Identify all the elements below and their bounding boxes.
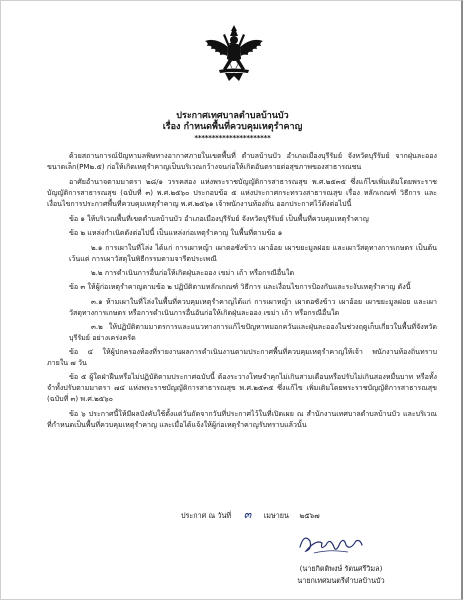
clause-2: ข้อ ๒ แหล่งกำเนิดดังต่อไปนี้ เป็นแหล่งก่อเหตุรำคาญ ในพื้นที่ตามข้อ ๑ bbox=[69, 228, 283, 238]
title-separator: ********************** bbox=[194, 134, 271, 142]
date-day: ๓ bbox=[243, 508, 252, 521]
clause-3-2: ๓.๒ ให้ปฏิบัติตามมาตรการและแนวทางการแก้ไขปัญหาหมอกควันและฝุ่นละอองในช่วงฤดูเก็บเกี่ยวในพื้นที่จังหวัดบุรีรัมย์ อย่างเคร่งครัด bbox=[69, 321, 437, 342]
clause-2-1: ๒.๑ การเผาในที่โล่ง ได้แก่ การเผาหญ้า เผาตอซังข้าว เผาอ้อย เผาขยะมูลฝอย และเผาวัสดุทางการเกษตร เป็นต้น เว้นแต่ การเผาวัสดุในพิธีกรรมตามจารีตประเพณี bbox=[69, 243, 437, 264]
date-month: เมษายน bbox=[263, 511, 289, 520]
garuda-emblem-icon bbox=[201, 23, 267, 89]
document-title: ประกาศเทศบาลตำบลบ้านบัว bbox=[176, 111, 289, 121]
clause-2-2: ๒.๒ การดำเนินการอื่นก่อให้เกิดฝุ่นละออง เขม่า เถ้า หรือกรณีอื่นใด bbox=[91, 268, 295, 278]
document-subject: เรื่อง กำหนดพื้นที่ควบคุมเหตุรำคาญ bbox=[162, 122, 303, 132]
announcement-date bbox=[181, 505, 451, 523]
paragraph-authority: อาศัยอำนาจตามมาตรา ๒๘/๑ วรรคสอง แห่งพระราชบัญญัติการสาธารณสุข พ.ศ.๒๕๓๕ ซึ่งแก้ไขเพิ่มเติมโดยพระราชบัญญัติการสาธารณสุข (ฉบับที่ ๓) พ.ศ.๒๕๖๐ ประกอบข้อ ๕ แห่งประกาศกระทรวงสาธารณสุข เรื่อง หลักเกณฑ์ วิธีการ และเงื่อนไขการประกาศพื้นที่ควบคุมเหตุรำคาญ พ.ศ.๒๕๖๑ เจ้าพนักงานท้องถิ่น ออกประกาศไว้ดังต่อไปนี้ bbox=[47, 176, 437, 208]
signer-name: (นายกิตติพงษ์ รัตนศรีวิมล) bbox=[299, 564, 383, 573]
clause-5: ข้อ ๕ ผู้ใดฝ่าฝืนหรือไม่ปฏิบัติตามประกาศฉบับนี้ ต้องระวางโทษจำคุกไม่เกินสามเดือนหรือปรับไม่เกินสองหมื่นบาท หรือทั้งจำทั้งปรับตามมาตรา ๗๔ แห่งพระราชบัญญัติการสาธารณสุข พ.ศ.๒๕๓๕ ซึ่งแก้ไข เพิ่มเติมโดยพระราชบัญญัติการสาธารณสุข (ฉบับที่ ๓) พ.ศ.๒๕๖๐ bbox=[47, 372, 437, 404]
paragraph-intro: ด้วยสถานการณ์ปัญหามลพิษทางอากาศภายในเขตพื้นที่ ตำบลบ้านบัว อำเภอเมืองบุรีรัมย์ จังหวัดบุรีรัมย์ จากฝุ่นละอองขนาดเล็ก(PM๒.๕) ก่อให้เกิดเหตุรำคาญเป็นบริเวณกว้างจนก่อให้เกิดอันตรายต่อสุขภาพของสาธารณชน bbox=[47, 151, 437, 171]
date-year: ๒๕๖๗ bbox=[299, 511, 320, 520]
date-prefix: ประกาศ ณ วันที่ bbox=[181, 511, 232, 520]
handwritten-signature bbox=[296, 529, 366, 559]
clause-1: ข้อ ๑ ให้บริเวณพื้นที่เขตตำบลบ้านบัว อำเภอเมืองบุรีรัมย์ จังหวัดบุรีรัมย์ เป็นพื้นที่ควบคุมเหตุรำคาญ bbox=[69, 213, 369, 223]
clause-3: ข้อ ๓ ให้ผู้ก่อเหตุรำคาญตามข้อ ๒ ปฏิบัติตามหลักเกณฑ์ วิธีการ และเงื่อนไขการป้องกันและระงับเหตุรำคาญ ดังนี้ bbox=[69, 282, 411, 292]
document-body bbox=[47, 151, 437, 435]
clause-6: ข้อ ๖ ประกาศนี้ให้มีผลบังคับใช้ตั้งแต่วันถัดจากวันที่ประกาศไว้ในที่เปิดเผย ณ สำนักงานเทศบาลตำบลบ้านบัว และบริเวณที่กำหนดเป็นพื้นที่ควบคุมเหตุรำคาญ และเมื่อได้แจ้งให้ผู้ก่อเหตุรำคาญรับทราบแล้วนั้น bbox=[47, 409, 437, 430]
clause-3-1: ๓.๑ ห้ามเผาในที่โล่งในพื้นที่ควบคุมเหตุรำคาญได้แก่ การเผาหญ้า เผาตอซังข้าว เผาอ้อย เผาขยะมูลฝอย และเผาวัสดุทางการเกษตร หรือการดำเนินการอื่นอันก่อให้เกิดฝุ่นละออง เขม่า เถ้า หรือกรณีอื่นใด bbox=[69, 296, 437, 317]
clause-2-subitems bbox=[47, 243, 437, 279]
signer-position: นายกเทศมนตรีตำบลบ้านบัว bbox=[297, 576, 385, 585]
clause-3-subitems bbox=[47, 297, 437, 344]
clause-4: ข้อ ๔ ให้ผู้ปกครองท้องที่รายงานผลการดำเนินงานตามประกาศพื้นที่ควบคุมเหตุรำคาญให้เจ้า พนักงานท้องถิ่นทราบ ภายใน ๗ วัน bbox=[47, 346, 437, 367]
